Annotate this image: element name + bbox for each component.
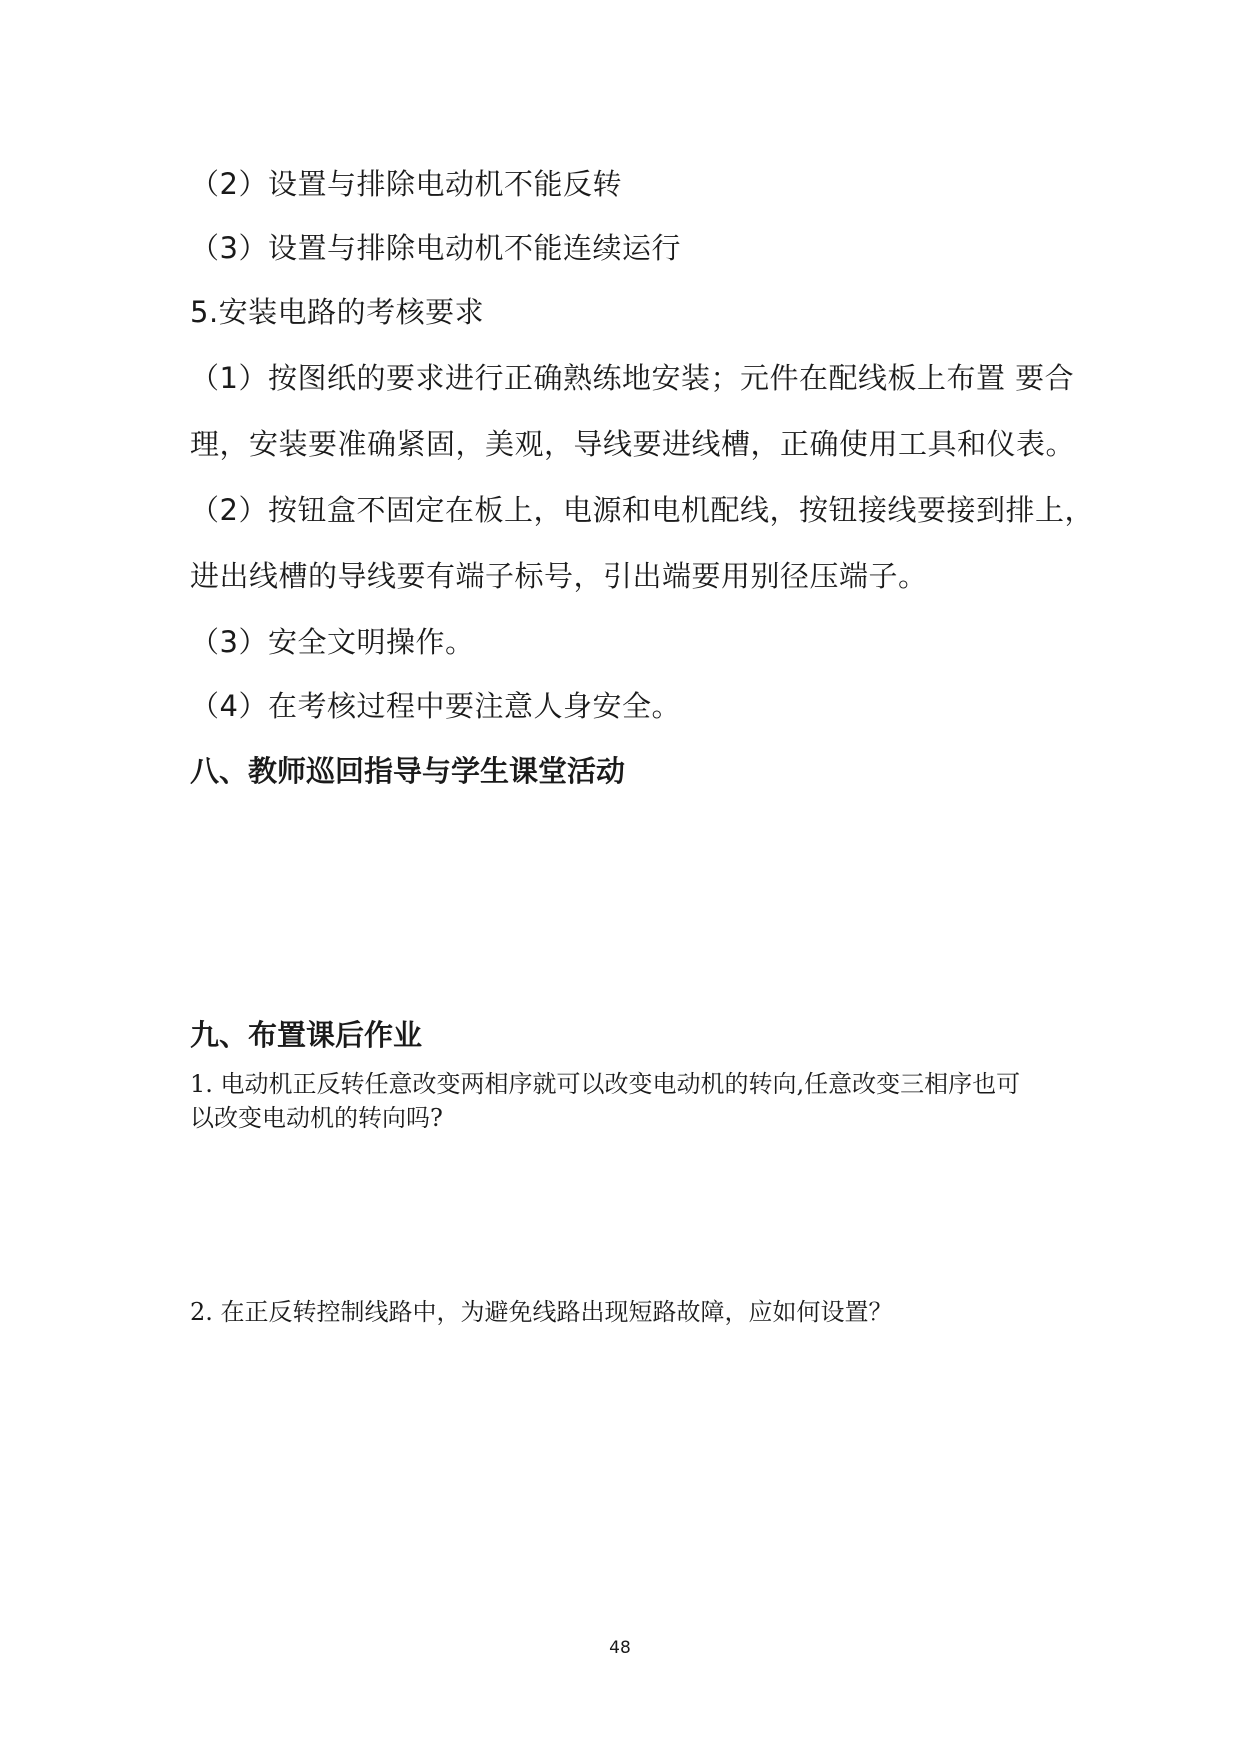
step-item-3: （3）设置与排除电动机不能连续运行 <box>190 231 681 265</box>
homework-question-2: 2. 在正反转控制线路中，为避免线路出现短路故障，应如何设置？ <box>190 1298 893 1326</box>
requirement-2-line-1: （2）按钮盒不固定在板上，电源和电机配线，按钮接线要接到排上， <box>190 493 1094 527</box>
requirement-3: （3）安全文明操作。 <box>190 625 475 659</box>
requirement-1-line-2: 理，安装要准确紧固，美观，导线要进线槽，正确使用工具和仪表。 <box>190 427 1076 461</box>
requirement-4: （4）在考核过程中要注意人身安全。 <box>190 689 681 723</box>
homework-question-1-line-2: 以改变电动机的转向吗? <box>190 1104 443 1132</box>
step-item-2: （2）设置与排除电动机不能反转 <box>190 167 622 201</box>
section-9-heading: 九、布置课后作业 <box>190 1018 423 1052</box>
homework-question-1-line-1: 1. 电动机正反转任意改变两相序就可以改变电动机的转向,任意改变三相序也可 <box>190 1070 1021 1098</box>
section-5-title: 5.安装电路的考核要求 <box>190 295 485 329</box>
requirement-2-line-2: 进出线槽的导线要有端子标号，引出端要用别径压端子。 <box>190 559 928 593</box>
requirement-1-line-1: （1）按图纸的要求进行正确熟练地安装；元件在配线板上布置 要合 <box>190 361 1075 395</box>
page-number: 48 <box>609 1638 631 1658</box>
section-8-heading: 八、教师巡回指导与学生课堂活动 <box>190 754 626 788</box>
